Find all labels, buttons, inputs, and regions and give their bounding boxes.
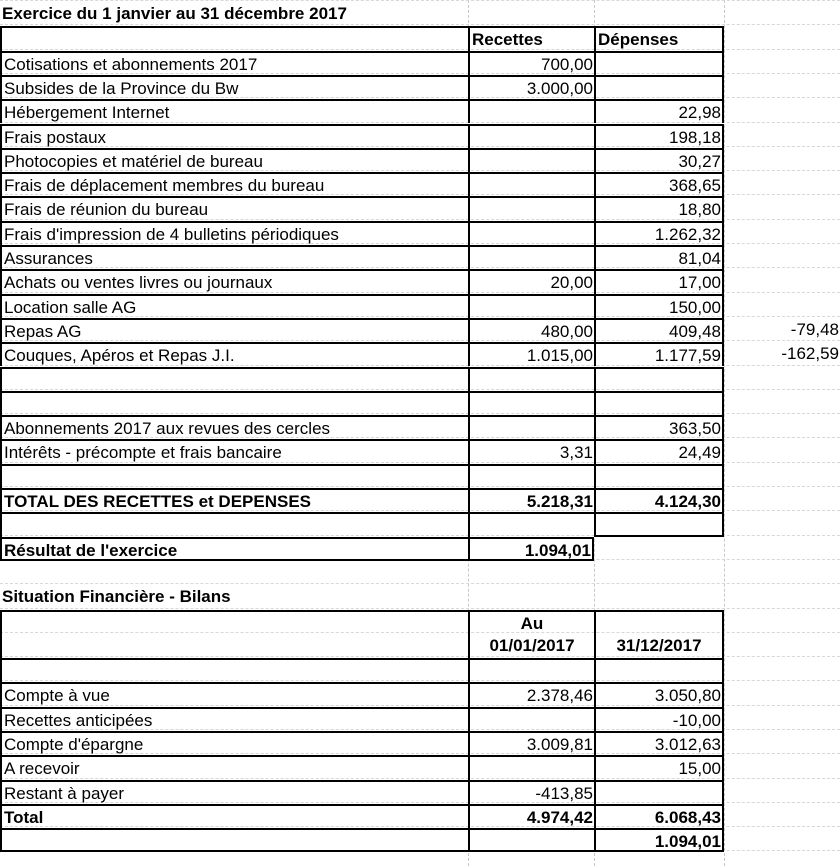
row-label[interactable]: Frais d'impression de 4 bulletins périodiques [0, 221, 468, 245]
row-recettes[interactable] [468, 124, 594, 148]
gridline-horizontal [0, 0, 840, 1]
result-value[interactable]: 1.094,01 [468, 537, 594, 561]
row-depenses[interactable]: 150,00 [594, 294, 724, 318]
row-depenses[interactable]: 409,48 [594, 318, 724, 342]
bilan-total-label[interactable]: Total [0, 804, 468, 828]
row-difference[interactable]: -162,59 [781, 344, 839, 364]
bilan-row-end[interactable]: -10,00 [594, 707, 724, 731]
row-recettes[interactable]: 3.000,00 [468, 75, 594, 99]
bilan-row-end[interactable]: 3.050,80 [594, 682, 724, 706]
row-recettes[interactable]: 3,31 [468, 439, 594, 463]
header-depenses[interactable]: Dépenses [594, 26, 724, 50]
row-recettes[interactable] [468, 148, 594, 172]
row-recettes[interactable] [468, 367, 594, 391]
row-label[interactable]: Couques, Apéros et Repas J.I. [0, 342, 468, 366]
bilan-row-start[interactable]: -413,85 [468, 780, 594, 804]
bilan-total-end[interactable]: 6.068,43 [594, 804, 724, 828]
blank-cell[interactable] [468, 828, 594, 852]
row-depenses[interactable] [594, 75, 724, 99]
bilan-row-label[interactable]: Compte d'épargne [0, 731, 468, 755]
row-label[interactable] [0, 367, 468, 391]
row-depenses[interactable] [594, 367, 724, 391]
total-depenses[interactable]: 4.124,30 [594, 488, 724, 512]
row-label[interactable]: Frais postaux [0, 124, 468, 148]
exercise-title[interactable]: Exercice du 1 janvier au 31 décembre 2017 [2, 4, 347, 23]
result-label[interactable]: Résultat de l'exercice [0, 537, 468, 561]
row-depenses[interactable] [594, 391, 724, 415]
total-label[interactable]: TOTAL DES RECETTES et DEPENSES [0, 488, 468, 512]
bilan-row-start[interactable]: 3.009,81 [468, 731, 594, 755]
row-label[interactable]: Abonnements 2017 aux revues des cercles [0, 415, 468, 439]
row-recettes[interactable] [468, 221, 594, 245]
row-recettes[interactable] [468, 415, 594, 439]
bilan-row-start[interactable] [468, 755, 594, 779]
bilan-row-end[interactable] [594, 780, 724, 804]
row-recettes[interactable]: 700,00 [468, 51, 594, 75]
row-recettes[interactable] [468, 294, 594, 318]
row-label[interactable] [0, 391, 468, 415]
row-difference[interactable]: -79,48 [790, 319, 839, 339]
bilans-header-date2[interactable]: 31/12/2017 [594, 634, 724, 658]
row-depenses[interactable]: 1.262,32 [594, 221, 724, 245]
blank-cell[interactable] [468, 512, 594, 536]
row-recettes[interactable]: 480,00 [468, 318, 594, 342]
row-recettes[interactable] [468, 99, 594, 123]
row-label[interactable]: Frais de réunion du bureau [0, 196, 468, 220]
blank-cell[interactable] [594, 658, 724, 682]
bilans-header-au[interactable]: Au [468, 610, 594, 634]
gridline-horizontal [0, 583, 840, 584]
blank-cell[interactable] [0, 828, 468, 852]
row-recettes[interactable]: 1.015,00 [468, 342, 594, 366]
row-label[interactable]: Assurances [0, 245, 468, 269]
row-label[interactable]: Subsides de la Province du Bw [0, 75, 468, 99]
row-depenses[interactable]: 368,65 [594, 172, 724, 196]
row-depenses[interactable]: 198,18 [594, 124, 724, 148]
row-label[interactable]: Cotisations et abonnements 2017 [0, 51, 468, 75]
row-depenses[interactable]: 1.177,59 [594, 342, 724, 366]
row-recettes[interactable] [468, 391, 594, 415]
row-depenses[interactable]: 363,50 [594, 415, 724, 439]
bilan-row-label[interactable]: Restant à payer [0, 780, 468, 804]
bilan-difference[interactable]: 1.094,01 [594, 828, 724, 852]
blank-cell[interactable] [594, 610, 724, 634]
row-depenses[interactable]: 81,04 [594, 245, 724, 269]
bilan-row-label[interactable]: Recettes anticipées [0, 707, 468, 731]
blank-cell[interactable] [468, 658, 594, 682]
row-label[interactable]: Photocopies et matériel de bureau [0, 148, 468, 172]
row-depenses[interactable]: 18,80 [594, 196, 724, 220]
bilan-row-start[interactable] [468, 707, 594, 731]
row-label[interactable]: Intérêts - précompte et frais bancaire [0, 439, 468, 463]
row-recettes[interactable] [468, 245, 594, 269]
bilan-row-end[interactable]: 15,00 [594, 755, 724, 779]
row-depenses[interactable]: 24,49 [594, 439, 724, 463]
row-label[interactable]: Hébergement Internet [0, 99, 468, 123]
row-depenses[interactable] [594, 464, 724, 488]
row-label[interactable]: Repas AG [0, 318, 468, 342]
blank-cell[interactable] [0, 512, 468, 536]
row-depenses[interactable]: 22,98 [594, 99, 724, 123]
row-recettes[interactable]: 20,00 [468, 269, 594, 293]
bilan-total-start[interactable]: 4.974,42 [468, 804, 594, 828]
row-depenses[interactable] [594, 51, 724, 75]
blank-cell[interactable] [594, 512, 724, 536]
row-label[interactable] [0, 464, 468, 488]
total-recettes[interactable]: 5.218,31 [468, 488, 594, 512]
header-recettes[interactable]: Recettes [468, 26, 594, 50]
row-recettes[interactable] [468, 172, 594, 196]
bilan-row-start[interactable]: 2.378,46 [468, 682, 594, 706]
row-label[interactable]: Frais de déplacement membres du bureau [0, 172, 468, 196]
bilan-row-label[interactable]: Compte à vue [0, 682, 468, 706]
row-recettes[interactable] [468, 464, 594, 488]
bilan-row-label[interactable]: A recevoir [0, 755, 468, 779]
gridline-vertical [724, 0, 725, 866]
row-recettes[interactable] [468, 196, 594, 220]
bilans-header-blank[interactable] [0, 610, 468, 659]
bilan-row-end[interactable]: 3.012,63 [594, 731, 724, 755]
row-depenses[interactable]: 17,00 [594, 269, 724, 293]
header-blank-cell[interactable] [0, 26, 468, 50]
bilans-header-date1[interactable]: 01/01/2017 [468, 634, 594, 658]
bilans-title[interactable]: Situation Financière - Bilans [2, 587, 231, 607]
row-label[interactable]: Achats ou ventes livres ou journaux [0, 269, 468, 293]
row-label[interactable]: Location salle AG [0, 294, 468, 318]
row-depenses[interactable]: 30,27 [594, 148, 724, 172]
blank-cell[interactable] [0, 658, 468, 682]
